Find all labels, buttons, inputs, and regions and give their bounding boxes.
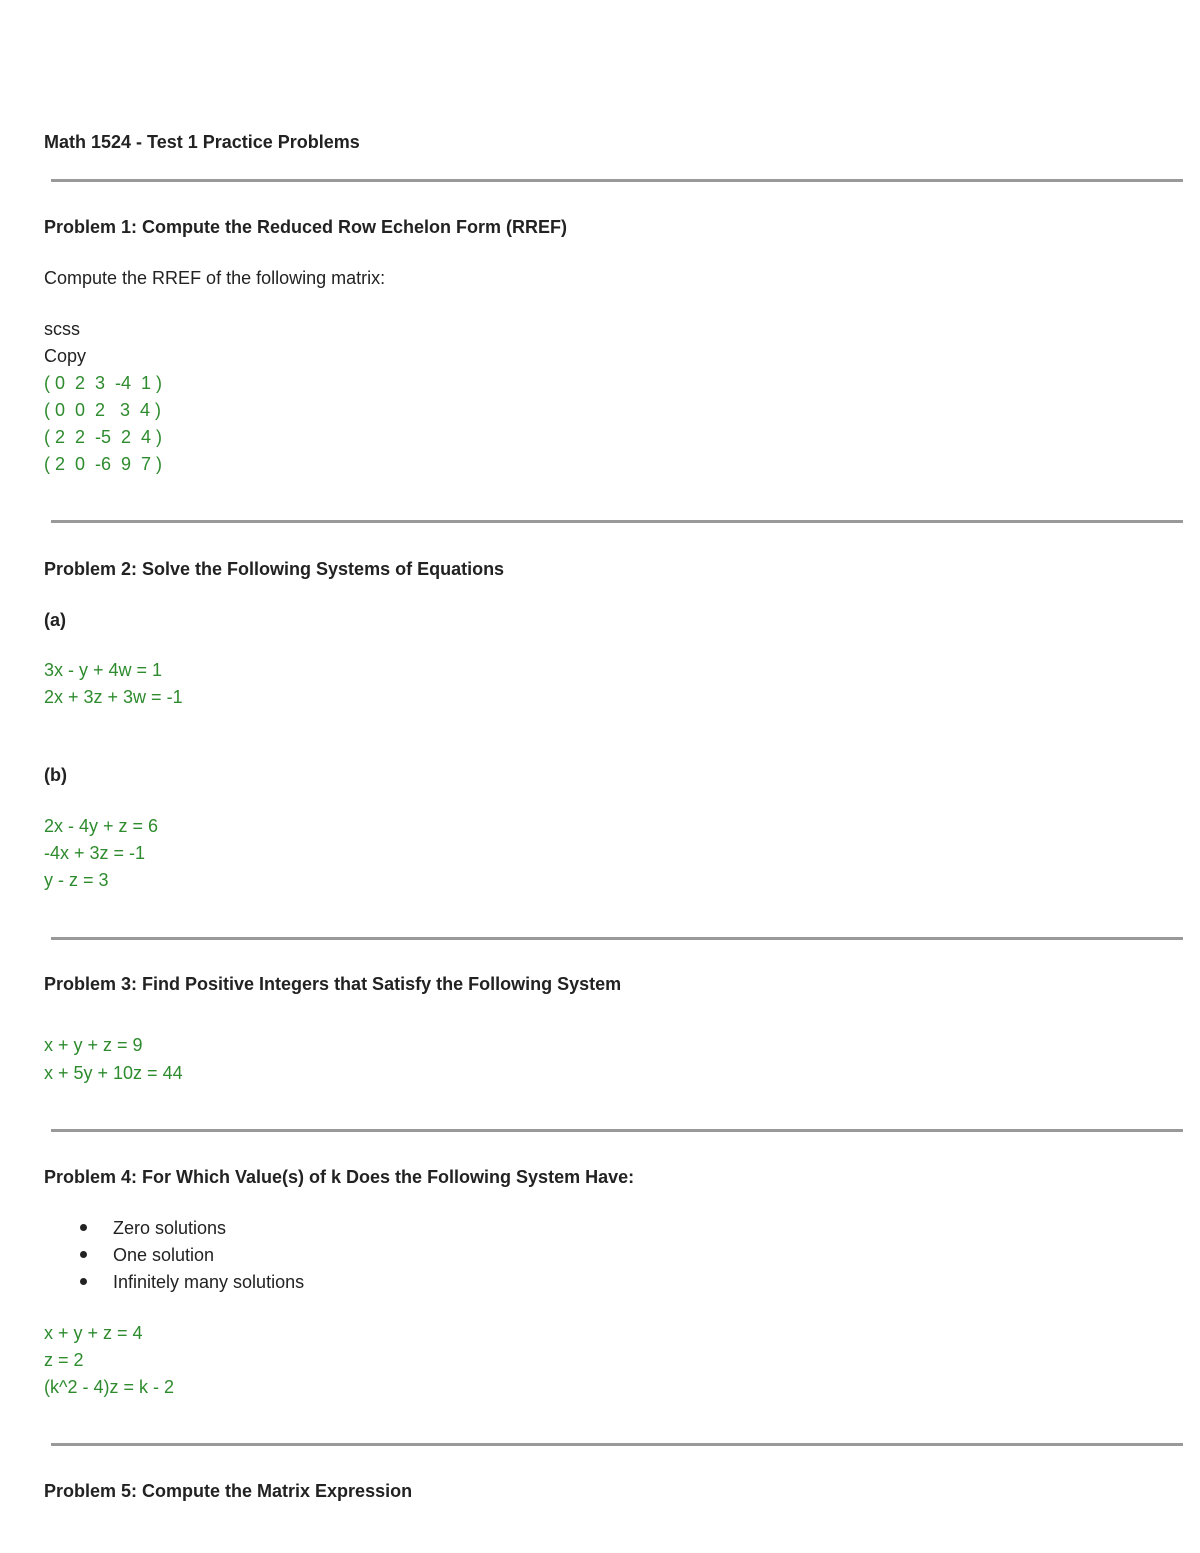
equation: x + y + z = 4 — [44, 1323, 143, 1343]
matrix-row: ( 0 0 2 3 4 ) — [44, 400, 162, 420]
equation: 2x - 4y + z = 6 — [44, 816, 159, 836]
equation: (k^2 - 4)z = k - 2 — [44, 1377, 174, 1397]
matrix-row: ( 0 2 3 -4 1 ) — [44, 373, 163, 393]
divider — [51, 520, 1183, 523]
equation: 3x - y + 4w = 1 — [44, 660, 163, 680]
list-item-text: Zero solutions — [113, 1218, 227, 1238]
divider — [51, 179, 1183, 182]
divider — [51, 1129, 1183, 1132]
matrix-row: ( 2 0 -6 9 7 ) — [44, 454, 163, 474]
list-item-text: Infinitely many solutions — [113, 1272, 305, 1292]
equation: 2x + 3z + 3w = -1 — [44, 687, 183, 707]
part-a-label: (a) — [44, 610, 66, 630]
divider — [51, 1443, 1183, 1446]
bullet-icon — [80, 1224, 87, 1231]
problem-2-heading: Problem 2: Solve the Following Systems of Equations — [44, 559, 505, 579]
part-b-label: (b) — [44, 765, 67, 785]
list-item — [80, 1215, 226, 1242]
problem-1-instruction: Compute the RREF of the following matrix: — [44, 268, 386, 288]
list-item-text: One solution — [113, 1245, 215, 1265]
equation: y - z = 3 — [44, 870, 109, 890]
list-item — [80, 1269, 304, 1296]
equation: x + 5y + 10z = 44 — [44, 1063, 183, 1083]
equation: -4x + 3z = -1 — [44, 843, 146, 863]
code-language-label: scss — [44, 319, 80, 339]
equation: x + y + z = 9 — [44, 1035, 143, 1055]
matrix-row: ( 2 2 -5 2 4 ) — [44, 427, 163, 447]
problem-5-heading: Problem 5: Compute the Matrix Expression — [44, 1481, 413, 1501]
copy-button[interactable]: Copy — [44, 346, 87, 366]
problem-4-heading: Problem 4: For Which Value(s) of k Does the Following System Have: — [44, 1167, 635, 1187]
equation: z = 2 — [44, 1350, 84, 1370]
problem-3-heading: Problem 3: Find Positive Integers that Satisfy the Following System — [44, 974, 622, 994]
problem-1-heading: Problem 1: Compute the Reduced Row Echelon Form (RREF) — [44, 217, 568, 237]
page-title: Math 1524 - Test 1 Practice Problems — [44, 132, 360, 152]
divider — [51, 937, 1183, 940]
bullet-icon — [80, 1251, 87, 1258]
bullet-icon — [80, 1278, 87, 1285]
list-item — [80, 1242, 214, 1269]
